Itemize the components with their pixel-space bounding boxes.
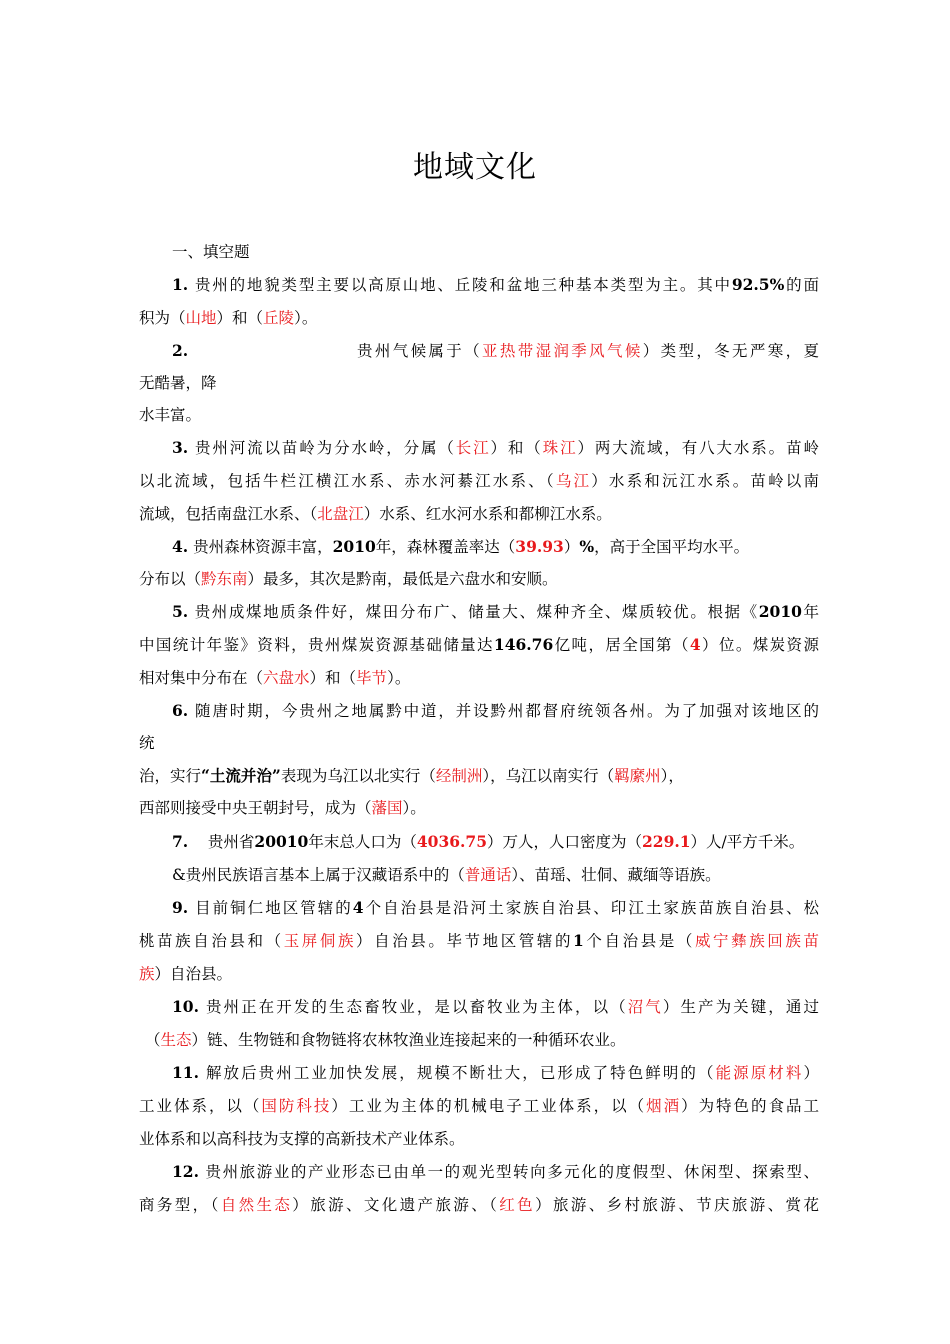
- q6-line-4: 西部则接受中央王朝封号，成为（藩国）。: [139, 799, 426, 817]
- answer: 普通话: [464, 866, 512, 884]
- answer: 39.93: [515, 537, 564, 556]
- answer: 能源原材料: [715, 1064, 804, 1082]
- q2-number: 2.: [172, 341, 189, 360]
- q7-line-1: 7. 贵州省20010年末总人口为（4036.75）万人，人口密度为（229.1）人/平方千米。: [172, 832, 805, 851]
- q12-line-2: 商务型，（自然生态）旅游、文化遗产旅游、（红色）旅游、乡村旅游、节庆旅游、赏花: [139, 1196, 819, 1214]
- answer: 山地: [185, 309, 217, 327]
- answer: 229.1: [642, 832, 691, 851]
- q3-line-2: 以北流域，包括牛栏江横江水系、赤水河綦江水系、（乌江）水系和沅江水系。苗岭以南: [139, 472, 819, 490]
- q2-line-1: 贵州气候属于（亚热带湿润季风气候）类型，冬无严寒，夏: [357, 342, 819, 360]
- answer: 生态: [160, 1031, 192, 1049]
- q6-line-1: 6. 随唐时期，今贵州之地属黔中道，并设黔州都督府统领各州。为了加强对该地区的: [172, 701, 819, 720]
- answer: 北盘江: [317, 505, 364, 523]
- q3-line-1: 3. 贵州河流以苗岭为分水岭，分属（长江）和（珠江）两大流域，有八大水系。苗岭: [172, 438, 819, 457]
- answer: 亚热带湿润季风气候: [482, 342, 643, 360]
- answer: 4: [689, 635, 701, 654]
- q1-line-1: 1. 贵州的地貌类型主要以高原山地、丘陵和盆地三种基本类型为主。其中92.5%的面: [172, 275, 819, 294]
- answer: 六盘水: [263, 669, 310, 687]
- q1-line-2: 积为（山地）和（丘陵）。: [139, 309, 318, 327]
- answer: 玉屏侗族: [283, 932, 357, 950]
- answer: 族: [139, 965, 155, 983]
- answer: 沼气: [627, 998, 663, 1016]
- answer: 国防科技: [261, 1097, 332, 1115]
- answer: 红色: [499, 1196, 536, 1214]
- q2-line-3: 水丰富。: [139, 406, 202, 424]
- answer: 藩国: [371, 799, 403, 817]
- answer: 丘陵: [263, 309, 295, 327]
- answer: 烟酒: [646, 1097, 682, 1115]
- q10-line-1: 10. 贵州正在开发的生态畜牧业，是以畜牧业为主体，以（沼气）生产为关键，通过: [172, 997, 819, 1016]
- section-heading: 一、填空题: [172, 243, 250, 261]
- answer: 长江: [455, 439, 491, 457]
- q5-line-1: 5. 贵州成煤地质条件好，煤田分布广、储量大、煤种齐全、煤质较优。根据《2010年: [172, 602, 819, 621]
- q11-line-1: 11. 解放后贵州工业加快发展，规模不断壮大，已形成了特色鲜明的（能源原材料）: [172, 1063, 819, 1082]
- page-title: 地域文化: [413, 150, 537, 185]
- q3-line-3: 流域，包括南盘江水系、（北盘江）水系、红水河水系和都柳江水系。: [139, 505, 612, 523]
- answer: 珠江: [542, 439, 578, 457]
- q1-number: 1.: [172, 275, 189, 294]
- answer: 经制洲: [435, 767, 483, 785]
- q5-line-3: 相对集中分布在（六盘水）和（毕节）。: [139, 669, 411, 687]
- answer: 羁縻州: [614, 767, 661, 785]
- q12-line-1: 12. 贵州旅游业的产业形态已由单一的观光型转向多元化的度假型、休闲型、探索型、: [172, 1162, 819, 1181]
- q9-line-1: 9. 目前铜仁地区管辖的4个自治县是沿河土家族自治县、印江土家族苗族自治县、松: [172, 898, 819, 917]
- q11-line-3: 业体系和以高科技为支撑的高新技术产业体系。: [139, 1130, 465, 1148]
- answer: 乌江: [555, 472, 592, 490]
- q2-line-2: 无酷暑，降: [139, 374, 217, 392]
- q8-line-1: &贵州民族语言基本上属于汉藏语系中的（普通话）、苗瑶、壮侗、藏缅等语族。: [172, 866, 721, 884]
- q6-line-2: 统: [139, 734, 155, 752]
- q6-line-3: 治，实行“土流并治”表现为乌江以北实行（经制洲），乌江以南实行（羁縻州），: [139, 766, 684, 785]
- q4-line-1: 4. 贵州森林资源丰富，2010年，森林覆盖率达（39.93）%，高于全国平均水平。: [172, 537, 750, 556]
- q4-line-2: 分布以（黔东南）最多，其次是黔南，最低是六盘水和安顺。: [139, 570, 558, 588]
- q5-line-2: 中国统计年鉴》资料，贵州煤炭资源基础储量达146.76亿吨，居全国第（4）位。煤炭资源: [139, 635, 819, 654]
- q9-line-2: 桃苗族自治县和（玉屏侗族）自治县。毕节地区管辖的1个自治县是（威宁彝族回族苗: [139, 931, 819, 950]
- answer: 威宁彝族回族苗: [694, 932, 819, 950]
- q10-line-2: （生态）链、生物链和食物链将农林牧渔业连接起来的一种循环农业。: [145, 1031, 626, 1049]
- answer: 自然生态: [220, 1196, 293, 1214]
- answer: 黔东南: [201, 570, 248, 588]
- q11-line-2: 工业体系，以（国防科技）工业为主体的机械电子工业体系，以（烟酒）为特色的食品工: [139, 1097, 819, 1115]
- q9-line-3: 族）自治县。: [139, 965, 233, 983]
- answer: 4036.75: [416, 832, 487, 851]
- answer: 毕节: [356, 669, 388, 687]
